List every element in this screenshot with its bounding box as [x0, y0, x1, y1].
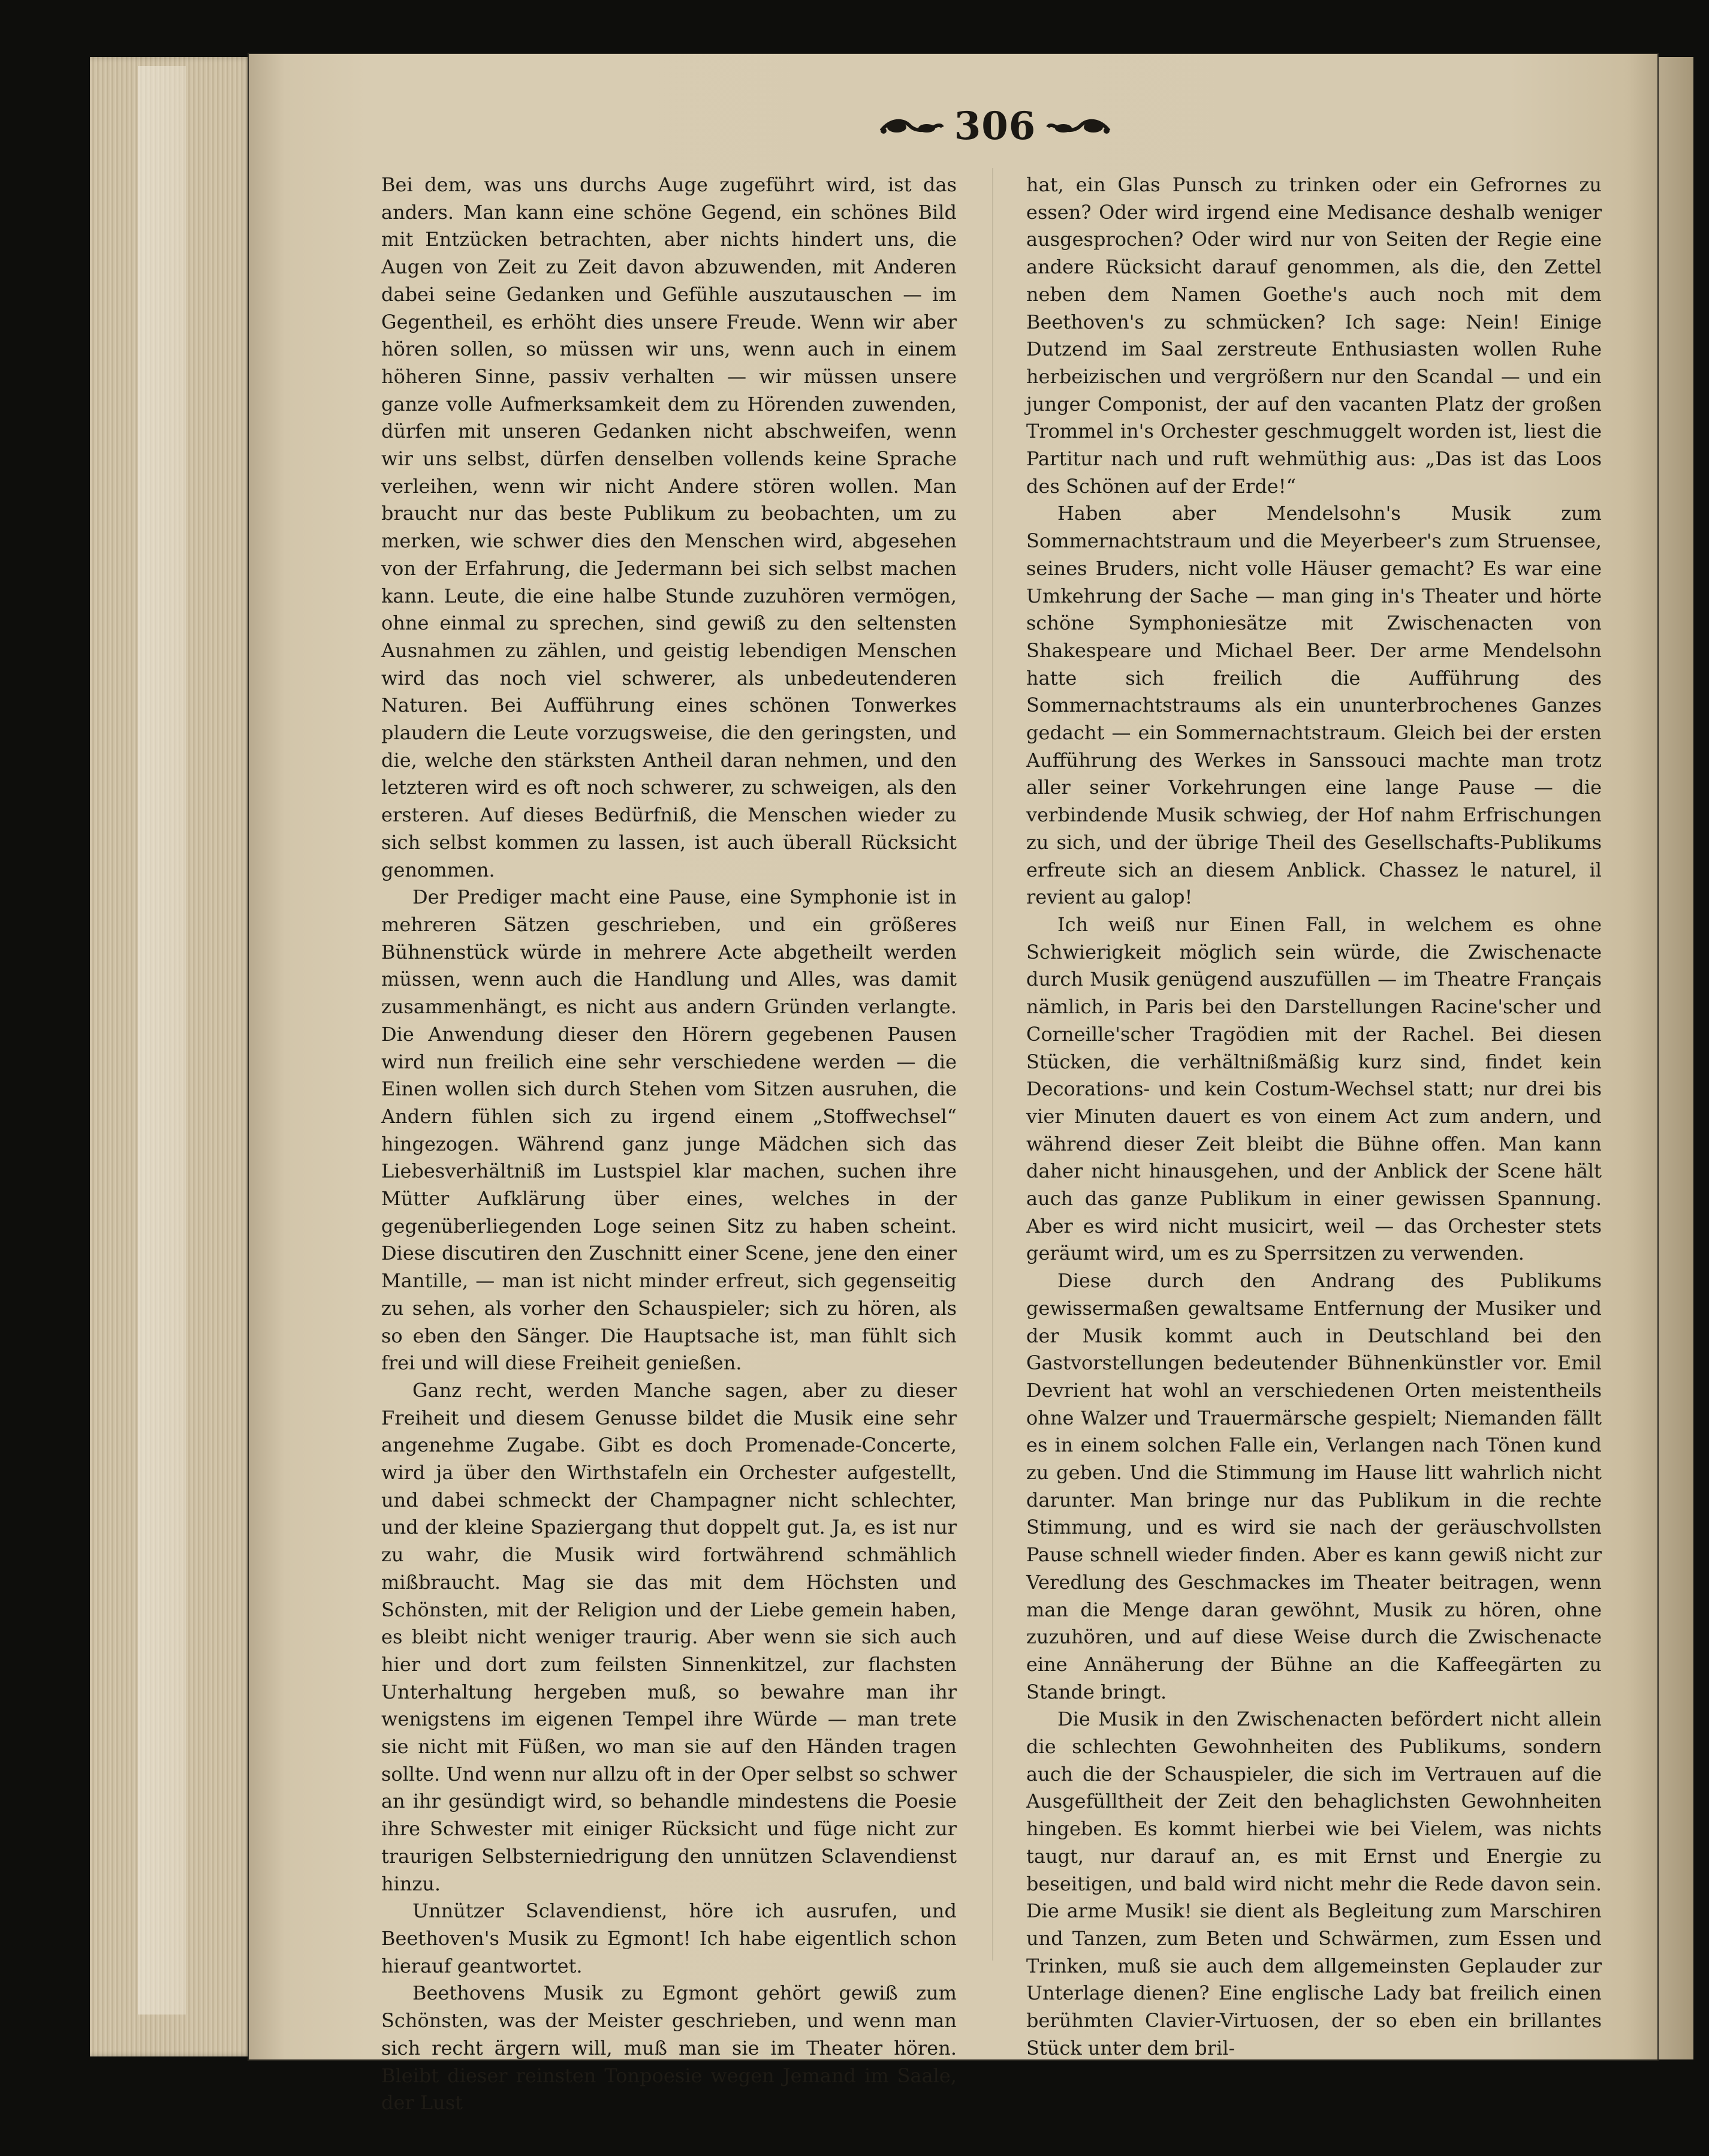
- paragraph: Unnützer Sclavendienst, höre ich ausrufen, und Beethoven's Musik zu Egmont! Ich habe eigentlich schon hierauf geantwortet.: [381, 1899, 957, 1977]
- text-column-right: [1026, 171, 1602, 2062]
- paragraph: Ganz recht, werden Manche sagen, aber zu dieser Freiheit und diesem Genusse bildet die Musik eine sehr angenehme Zugabe. Gibt es doch Promenade-Concerte, wird ja über den Wirthstafeln ein Orchester aufgestellt, und dabei schmeckt der Champagner nicht schlechter, und der kleine Spaziergang thut doppelt gut. Ja, es ist nur zu wahr, die Musik wird fortwährend schmählich mißbraucht. Mag sie das mit dem Höchsten und Schönsten, mit der Religion und der Liebe gemein haben, es bleibt nicht weniger traurig. Aber wenn sie sich auch hier und dort zum feilsten Sinnenkitzel, zur flachsten Unterhaltung hergeben muß, so bewahre man ihr wenigstens im eigenen Tempel ihre Würde — man trete sie nicht mit Füßen, wo man sie auf den Händen tragen sollte. Und wenn nur allzu oft in der Oper selbst so schwer an ihr gesündigt wird, so behandle mindestens die Poesie ihre Schwester mit einiger Rücksicht und füge nicht zur traurigen Selbsterniedrigung den unnützen Sclavendienst hinzu.: [381, 1378, 957, 1895]
- paragraph: Die Musik in den Zwischenacten befördert nicht allein die schlechten Gewohnheiten des Publikums, sondern auch die der Schauspieler, die sich im Vertrauen auf die Ausgefülltheit der Zeit den behaglichsten Gewohnheiten hingeben. Es kommt hierbei wie bei Vielem, was nichts taugt, nur darauf an, es mit Ernst und Energie zu beseitigen, und bald wird nicht mehr die Rede davon sein. Die arme Musik! sie dient als Begleitung zum Marschiren und Tanzen, zum Beten und Schwärmen, zum Essen und Trinken, muß sie auch dem allgemeinsten Geplauder zur Unterlage dienen? Eine englische Lady bat freilich einen berühmten Clavier-Virtuosen, der so eben ein brillantes Stück unter dem bril-: [1026, 1708, 1602, 2059]
- book-edge-highlight: [138, 66, 186, 2015]
- column-divider: [992, 168, 993, 1961]
- ornament-icon: [879, 114, 945, 138]
- ornament-icon: [1045, 114, 1111, 138]
- text-column-left: [381, 171, 957, 2117]
- page-number: 306: [954, 103, 1036, 149]
- paragraph: Diese durch den Andrang des Publikums gewissermaßen gewaltsame Entfernung der Musiker und der Musik kommt auch in Deutschland bei den Gastvorstellungen bedeutender Bühnenkünstler vor. Emil Devrient hat wohl an verschiedenen Orten meistentheils ohne Walzer und Trauermärsche gespielt; Niemanden fällt es in einem solchen Falle ein, Verlangen nach Tönen kund zu geben. Und die Stimmung im Hause litt wahrlich nicht darunter. Man bringe nur das Publikum in die rechte Stimmung, und es wird sie nach der geräuschvollsten Pause schnell wieder finden. Aber es kann gewiß nicht zur Veredlung des Geschmackes im Theater beitragen, wenn man die Menge daran gewöhnt, Musik zu hören, ohne zuzuhören, und auf diese Weise durch die Zwischenacte eine Annäherung der Bühne an die Kaffeegärten zu Stande bringt.: [1026, 1269, 1602, 1703]
- paragraph: Ich weiß nur Einen Fall, in welchem es ohne Schwierigkeit möglich sein würde, die Zwischenacte durch Musik genügend auszufüllen — im Theatre Français nämlich, in Paris bei den Darstellungen Racine'scher und Corneille'scher Tragödien mit der Rachel. Bei diesen Stücken, die verhältnißmäßig kurz sind, findet kein Decorations- und kein Costum-Wechsel statt; nur drei bis vier Minuten dauert es von einem Act zum andern, und während dieser Zeit bleibt die Bühne offen. Man kann daher nicht hinausgehen, und der Anblick der Scene hält auch das ganze Publikum in einer gewissen Spannung. Aber es wird nicht musicirt, weil — das Orchester stets geräumt wird, um es zu Sperrsitzen zu verwenden.: [1026, 913, 1602, 1265]
- paragraph: Der Prediger macht eine Pause, eine Symphonie ist in mehreren Sätzen geschrieben, und ein größeres Bühnenstück würde in mehrere Acte abgetheilt werden müssen, wenn auch die Handlung und Alles, was damit zusammenhängt, es nicht aus andern Gründen verlangte. Die Anwendung dieser den Hörern gegebenen Pausen wird nun freilich eine sehr verschiedene werden — die Einen wollen sich durch Stehen vom Sitzen ausruhen, die Andern fühlen sich zu irgend einem „Stoffwechsel“ hingezogen. Während ganz junge Mädchen sich das Liebesverhältniß im Lustspiel klar machen, suchen ihre Mütter Aufklärung über eines, welches in der gegenüberliegenden Loge seinen Sitz zu haben scheint. Diese discutiren den Zuschnitt einer Scene, jene den einer Mantille, — man ist nicht minder erfreut, sich gegenseitig zu sehen, als vorher den Schauspieler; sich zu hören, als so eben den Sänger. Die Hauptsache ist, man fühlt sich frei und will diese Freiheit genießen.: [381, 886, 957, 1375]
- paragraph: Beethovens Musik zu Egmont gehört gewiß zum Schönsten, was der Meister geschrieben, und wenn man sich recht ärgern will, muß man sie im Theater hören. Bleibt dieser reinsten Tonpoesie wegen Jemand im Saale, der Lust: [381, 1982, 957, 2115]
- paragraph: Haben aber Mendelsohn's Musik zum Sommernachtstraum und die Meyerbeer's zum Struensee, seines Bruders, nicht volle Häuser gemacht? Es war eine Umkehrung der Sache — man ging in's Theater und hörte schöne Symphoniesätze mit Zwischenacten von Shakespeare und Michael Beer. Der arme Mendelsohn hatte sich freilich die Aufführung des Sommernachtstraums als ein ununterbrochenes Ganzes gedacht — ein Sommernachtstraum. Gleich bei der ersten Aufführung des Werkes in Sanssouci machte man trotz aller seiner Vorkehrungen eine lange Pause — die verbindende Musik schwieg, der Hof nahm Erfrischungen zu sich, und der übrige Theil des Gesellschafts-Publikums erfreute sich an diesem Anblick. Chassez le naturel, il revient au galop!: [1026, 502, 1602, 909]
- next-page-edge: [1657, 57, 1693, 2059]
- paragraph: Bei dem, was uns durchs Auge zugeführt wird, ist das anders. Man kann eine schöne Gegend, ein schönes Bild mit Entzücken betrachten, aber nichts hindert uns, die Augen von Zeit zu Zeit davon abzuwenden, mit Anderen dabei seine Gedanken und Gefühle auszutauschen — im Gegentheil, es erhöht dies unsere Freude. Wenn wir aber hören sollen, so müssen wir uns, wenn auch in einem höheren Sinne, passiv verhalten — wir müssen unsere ganze volle Aufmerksamkeit dem zu Hörenden zuwenden, dürfen mit unseren Gedanken nicht abschweifen, wenn wir uns selbst, dürfen denselben vollends keine Sprache verleihen, wenn wir nicht Andere stören wollen. Man braucht nur das beste Publikum zu beobachten, um zu merken, wie schwer dies den Menschen wird, abgesehen von der Erfahrung, die Jedermann bei sich selbst machen kann. Leute, die eine halbe Stunde zuzuhören vermögen, ohne einmal zu sprechen, sind gewiß zu den seltensten Ausnahmen zu zählen, und geistig lebendigen Menschen wird das noch viel schwerer, als unbedeutenderen Naturen. Bei Aufführung eines schönen Tonwerkes plaudern die Leute vorzugsweise, die den geringsten, und die, welche den stärksten Antheil daran nehmen, und den letzteren wird es oft noch schwerer, zu schweigen, als den ersteren. Auf dieses Bedürfniß, die Menschen wieder zu sich selbst kommen zu lassen, ist auch überall Rücksicht genommen.: [381, 173, 957, 881]
- paragraph: hat, ein Glas Punsch zu trinken oder ein Gefrornes zu essen? Oder wird irgend eine Medisance deshalb weniger ausgesprochen? Oder wird nur von Seiten der Regie eine andere Rücksicht darauf genommen, als die, den Zettel neben dem Namen Goethe's auch noch mit dem Beethoven's zu schmücken? Ich sage: Nein! Einige Dutzend im Saal zerstreute Enthusiasten wollen Ruhe herbeizischen und vergrößern nur den Scandal — und ein junger Componist, der auf den vacanten Platz der großen Trommel in's Orchester geschmuggelt worden ist, liest die Partitur nach und ruft wehmüthig aus: „Das ist das Loos des Schönen auf der Erde!“: [1026, 173, 1602, 498]
- page-header: [875, 102, 1115, 150]
